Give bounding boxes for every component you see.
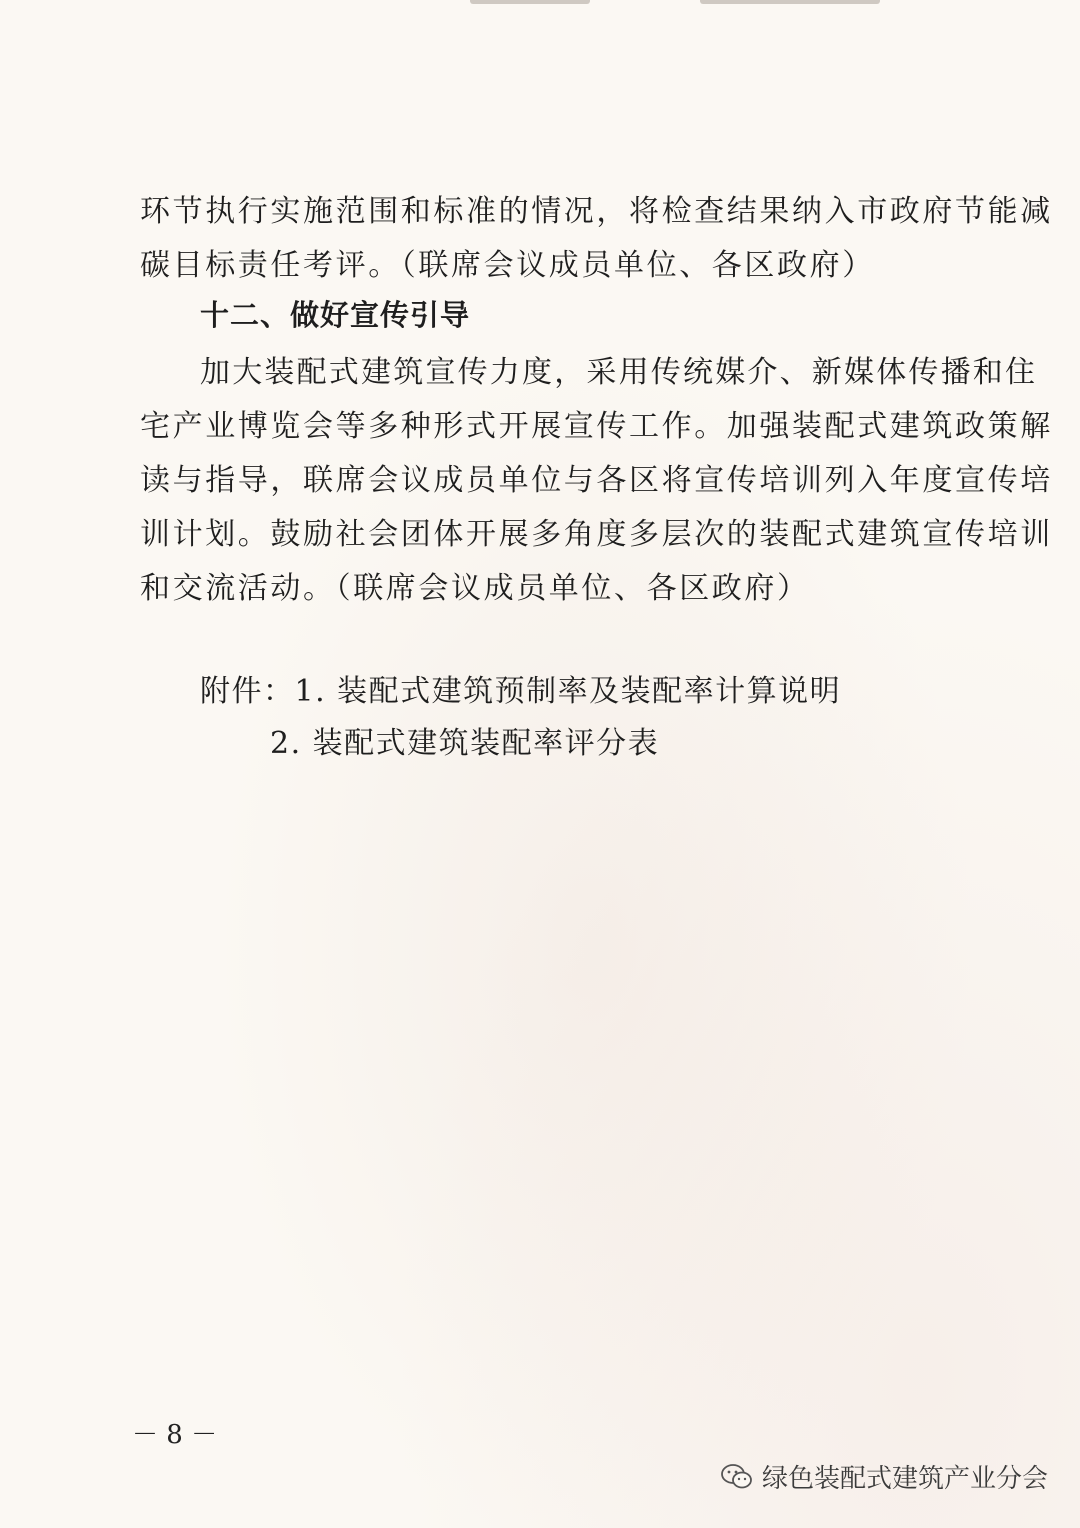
body-line: 碳目标责任考评。（联席会议成员单位、各区政府） xyxy=(140,248,875,283)
attachment-line: 附件：1. 装配式建筑预制率及装配率计算说明 xyxy=(200,674,842,709)
top-edge-mark xyxy=(700,0,880,4)
watermark-text: 绿色装配式建筑产业分会 xyxy=(761,1464,1048,1494)
body-line: 读与指导，联席会议成员单位与各区将宣传培训列入年度宣传培 xyxy=(140,463,1053,498)
body-line: 训计划。鼓励社会团体开展多角度多层次的装配式建筑宣传培训 xyxy=(140,517,1053,552)
body-line: 环节执行实施范围和标准的情况，将检查结果纳入市政府节能减 xyxy=(140,194,1053,229)
attachment-line: 2. 装配式建筑装配率评分表 xyxy=(270,726,660,761)
body-line: 加大装配式建筑宣传力度，采用传统媒介、新媒体传播和住 xyxy=(200,355,1038,390)
body-line: 和交流活动。（联席会议成员单位、各区政府） xyxy=(140,571,810,606)
top-edge-mark xyxy=(470,0,590,4)
section-heading: 十二、做好宣传引导 xyxy=(200,298,471,332)
wechat-icon xyxy=(720,1463,754,1491)
page-number: － 8 － xyxy=(132,1420,218,1450)
body-line: 宅产业博览会等多种形式开展宣传工作。加强装配式建筑政策解 xyxy=(140,409,1053,444)
watermark xyxy=(720,1458,1048,1495)
